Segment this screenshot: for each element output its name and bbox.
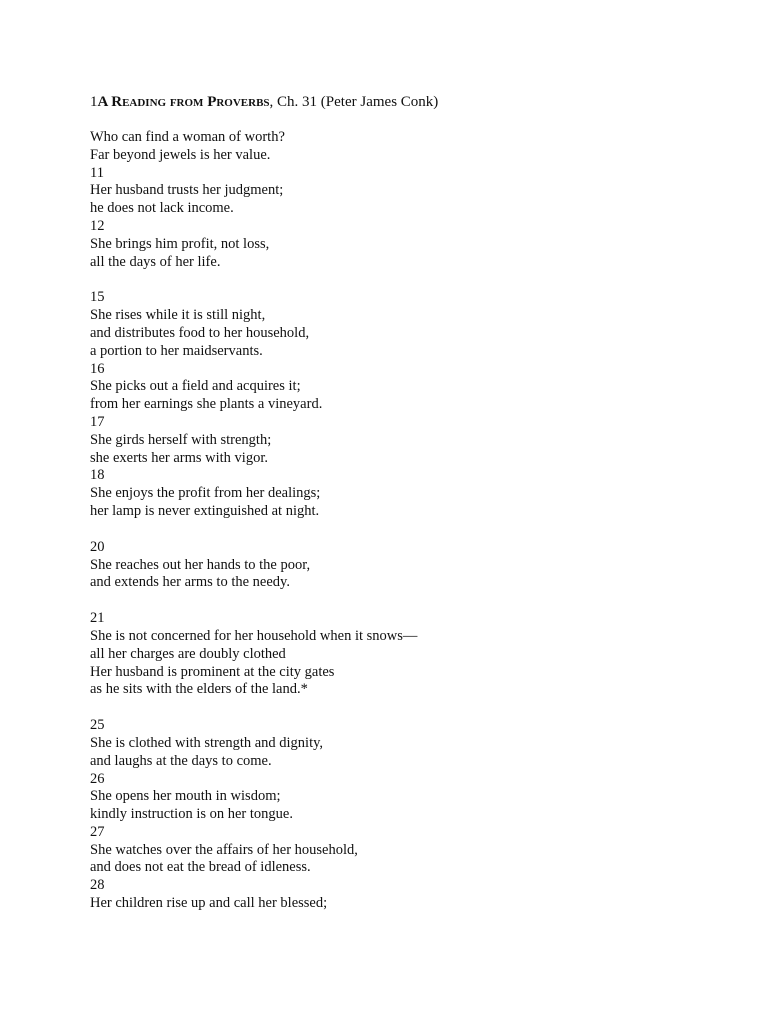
verse-line: She brings him profit, not loss, [90,235,270,252]
verse-block [90,717,730,913]
verse-number: 27 [90,823,105,840]
verse-line: and distributes food to her household, [90,324,310,341]
verse-line: She is clothed with strength and dignity, [90,734,324,751]
verse-block [90,289,730,520]
verse-number: 11 [90,164,104,181]
verse-line: She opens her mouth in wisdom; [90,788,281,805]
verse-block [90,539,730,592]
verse-line: and laughs at the days to come. [90,752,272,769]
verse-blocks [90,129,730,913]
verse-line: Her children rise up and call her blessed; [90,895,328,912]
verse-number: 16 [90,360,105,377]
verse-line: She picks out a field and acquires it; [90,378,301,395]
verse-number: 15 [90,289,105,306]
verse-line: Her husband is prominent at the city gates [90,663,335,680]
verse-line: all the days of her life. [90,253,221,270]
verse-line: She watches over the affairs of her household, [90,841,358,858]
verse-line: she exerts her arms with vigor. [90,449,268,466]
verse-line: Far beyond jewels is her value. [90,146,271,163]
verse-line: Who can find a woman of worth? [90,129,285,145]
verse-line: all her charges are doubly clothed [90,645,286,662]
document-page [90,93,730,931]
verse-line: She enjoys the profit from her dealings; [90,485,321,502]
verse-line: as he sits with the elders of the land.* [90,681,308,698]
verse-line: and extends her arms to the needy. [90,574,290,591]
verse-line: Her husband trusts her judgment; [90,182,284,199]
verse-number: 26 [90,770,105,787]
verse-line: from her earnings she plants a vineyard. [90,396,323,413]
verse-number: 21 [90,610,105,627]
verse-line: She girds herself with strength; [90,431,272,448]
verse-block [90,129,730,271]
verse-number: 12 [90,217,105,234]
verse-number: 17 [90,413,105,430]
verse-number: 18 [90,467,105,484]
verse-line: he does not lack income. [90,200,234,217]
verse-line: She rises while it is still night, [90,307,266,324]
reading-number: 1 [90,94,98,110]
reading-heading: A Reading from Proverbs [97,94,270,110]
reading-citation: , Ch. 31 (Peter James Conk) [269,94,439,110]
verse-number: 28 [90,877,105,894]
verse-number: 25 [90,717,105,734]
verse-line: She reaches out her hands to the poor, [90,556,311,573]
verse-line: her lamp is never extinguished at night. [90,502,320,519]
verse-block [90,610,730,699]
verse-line: She is not concerned for her household when it snows— [90,627,418,644]
reading-title [90,93,730,111]
verse-number: 20 [90,538,105,555]
verse-line: a portion to her maidservants. [90,342,263,359]
verse-line: kindly instruction is on her tongue. [90,806,293,823]
verse-line: and does not eat the bread of idleness. [90,859,311,876]
